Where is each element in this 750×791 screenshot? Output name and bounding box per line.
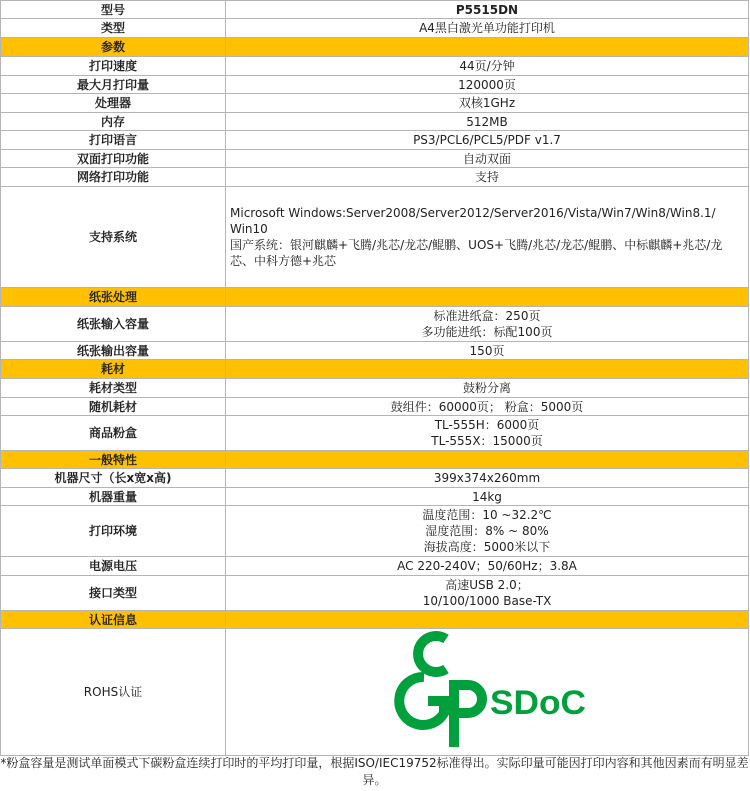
row-mem — [1, 113, 749, 131]
value-network: 支持 — [226, 168, 749, 187]
env-line: 湿度范围：8% ~ 80% — [425, 524, 549, 538]
value-type: A4黑白激光单功能打印机 — [226, 19, 749, 38]
row-paper-out — [1, 342, 749, 360]
os-line: 芯、中科方德+兆芯 — [230, 254, 337, 268]
paper-in-line: 多功能进纸：标配100页 — [421, 325, 553, 339]
section-params-title: 参数 — [1, 38, 226, 57]
section-cert — [1, 611, 749, 629]
logo-sdoc-text: SDoC — [490, 684, 586, 722]
label-os: 支持系统 — [1, 187, 226, 288]
value-duty: 120000页 — [226, 76, 749, 94]
row-env — [1, 506, 749, 557]
row-paper-in — [1, 307, 749, 342]
section-params-empty — [226, 38, 749, 57]
value-iface — [226, 576, 749, 611]
value-lang: PS3/PCL6/PCL5/PDF v1.7 — [226, 131, 749, 150]
value-os — [226, 187, 749, 288]
section-paper — [1, 288, 749, 307]
row-rohs — [1, 629, 749, 756]
row-power — [1, 557, 749, 576]
value-speed: 44页/分钟 — [226, 57, 749, 76]
logo-upper-c — [418, 636, 446, 672]
label-paper-in: 纸张输入容量 — [1, 307, 226, 342]
section-general-empty — [226, 451, 749, 469]
section-general-title: 一般特性 — [1, 451, 226, 469]
value-rohs — [226, 629, 749, 756]
label-env: 打印环境 — [1, 506, 226, 557]
logo-p — [454, 685, 482, 747]
row-speed — [1, 57, 749, 76]
iface-line: 10/100/1000 Base-TX — [422, 594, 552, 608]
value-power: AC 220-240V；50/60Hz；3.8A — [226, 557, 749, 576]
label-rohs: ROHS认证 — [1, 629, 226, 756]
row-size — [1, 469, 749, 488]
label-mem: 内存 — [1, 113, 226, 131]
value-paper-in — [226, 307, 749, 342]
value-model: P5515DN — [226, 1, 749, 19]
label-supply-type: 耗材类型 — [1, 379, 226, 398]
row-os — [1, 187, 749, 288]
env-line: 温度范围：10 ~32.2℃ — [422, 508, 552, 522]
iface-line: 高速USB 2.0； — [445, 578, 529, 592]
value-mem: 512MB — [226, 113, 749, 131]
label-bundled: 随机耗材 — [1, 398, 226, 416]
row-duty — [1, 76, 749, 94]
footnote: *粉盒容量是测试单面模式下碳粉盒连续打印时的平均打印量，根据ISO/IEC19752标准得出。实际印量可能因打印内容和其他因素而有明显差异。 — [0, 756, 749, 787]
row-duplex — [1, 150, 749, 168]
label-duplex: 双面打印功能 — [1, 150, 226, 168]
section-cert-empty — [226, 611, 749, 629]
section-params — [1, 38, 749, 57]
row-weight — [1, 488, 749, 506]
label-size: 机器尺寸（长x宽x高) — [1, 469, 226, 488]
value-bundled: 鼓组件：60000页； 粉盒：5000页 — [226, 398, 749, 416]
label-power: 电源电压 — [1, 557, 226, 576]
label-toner: 商品粉盒 — [1, 416, 226, 451]
os-line: Microsoft Windows:Server2008/Server2012/Server2016/Vista/Win7/Win8/Win8.1/ — [230, 206, 716, 220]
section-supplies-title: 耗材 — [1, 360, 226, 379]
row-cpu — [1, 94, 749, 113]
value-size: 399x374x260mm — [226, 469, 749, 488]
label-cpu: 处理器 — [1, 94, 226, 113]
label-type: 类型 — [1, 19, 226, 38]
logo-g — [399, 677, 444, 725]
label-speed: 打印速度 — [1, 57, 226, 76]
row-model — [1, 1, 749, 19]
gp-sdoc-logo — [384, 629, 590, 755]
value-duplex: 自动双面 — [226, 150, 749, 168]
label-iface: 接口类型 — [1, 576, 226, 611]
env-line: 海拔高度：5000米以下 — [423, 540, 551, 554]
value-env — [226, 506, 749, 557]
section-supplies-empty — [226, 360, 749, 379]
section-cert-title: 认证信息 — [1, 611, 226, 629]
value-weight: 14kg — [226, 488, 749, 506]
value-cpu: 双核1GHz — [226, 94, 749, 113]
section-general — [1, 451, 749, 469]
row-supply-type — [1, 379, 749, 398]
label-paper-out: 纸张输出容量 — [1, 342, 226, 360]
label-network: 网络打印功能 — [1, 168, 226, 187]
os-line: Win10 — [230, 222, 268, 236]
row-lang — [1, 131, 749, 150]
label-lang: 打印语言 — [1, 131, 226, 150]
os-line: 国产系统：银河麒麟+飞腾/兆芯/龙芯/鲲鹏、UOS+飞腾/兆芯/龙芯/鲲鹏、中标麒麟+兆芯/龙 — [230, 238, 723, 252]
row-bundled — [1, 398, 749, 416]
label-duty: 最大月打印量 — [1, 76, 226, 94]
toner-line: TL-555H：6000页 — [434, 418, 540, 432]
row-iface — [1, 576, 749, 611]
row-network — [1, 168, 749, 187]
value-toner — [226, 416, 749, 451]
row-toner — [1, 416, 749, 451]
toner-line: TL-555X：15000页 — [431, 434, 543, 448]
row-type — [1, 19, 749, 38]
paper-in-line: 标准进纸盒：250页 — [433, 309, 541, 323]
value-supply-type: 鼓粉分离 — [226, 379, 749, 398]
label-model: 型号 — [1, 1, 226, 19]
section-supplies — [1, 360, 749, 379]
value-paper-out: 150页 — [226, 342, 749, 360]
label-weight: 机器重量 — [1, 488, 226, 506]
section-paper-title: 纸张处理 — [1, 288, 226, 307]
section-paper-empty — [226, 288, 749, 307]
